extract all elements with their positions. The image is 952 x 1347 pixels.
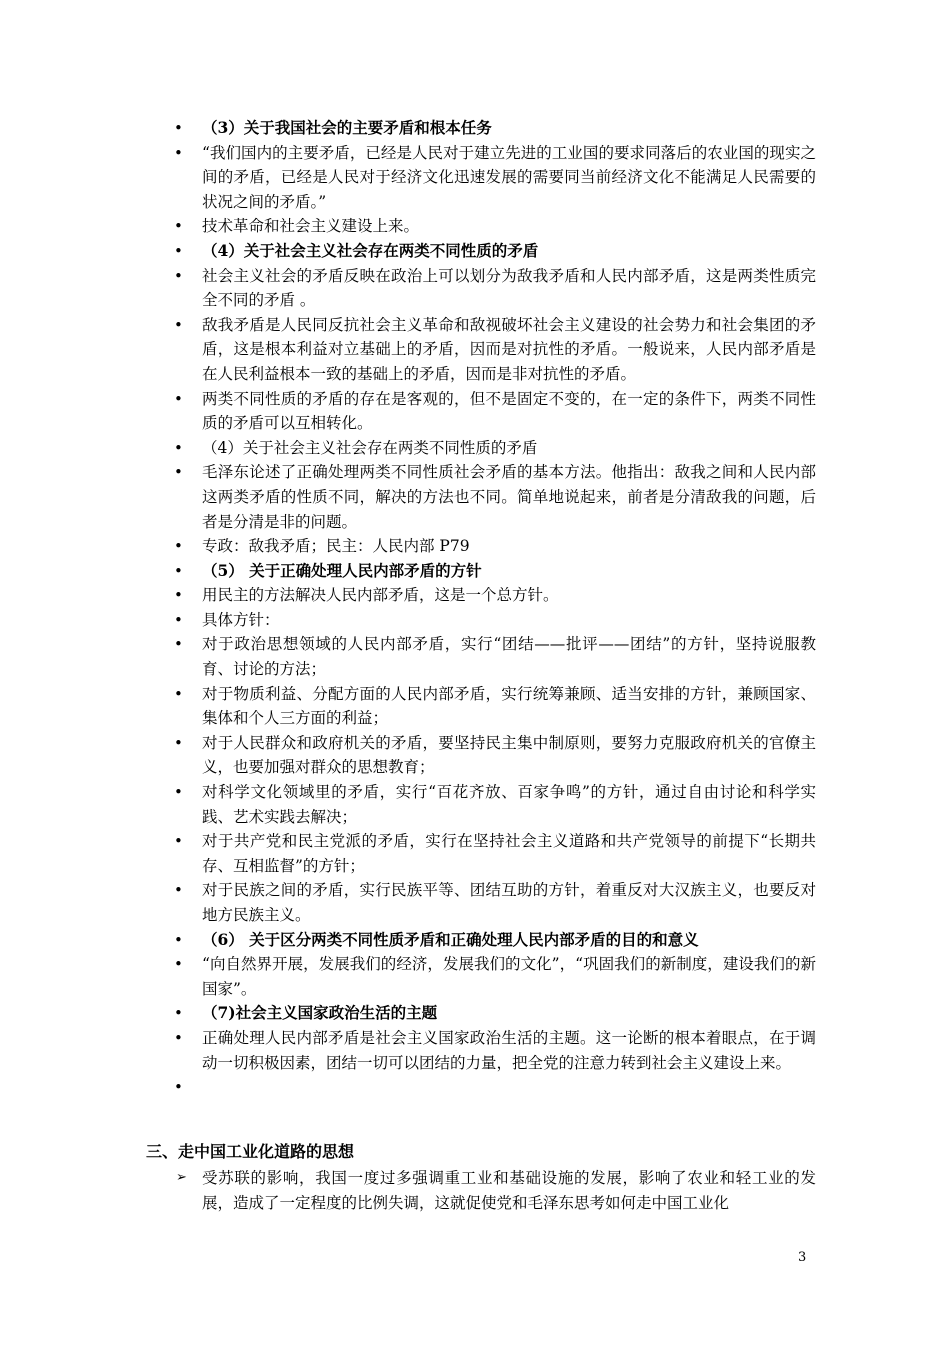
list-item: [168, 1075, 816, 1100]
bullet-dot-icon: •: [174, 1078, 183, 1097]
list-item-text: “向自然界开展，发展我们的经济，发展我们的文化”，“巩固我们的新制度，建设我们的新国家”。: [202, 955, 816, 998]
bullet-dot-icon: •: [174, 1028, 183, 1047]
list-item: [168, 632, 816, 681]
list-item-text: 具体方针：: [202, 610, 280, 629]
list-item: [168, 264, 816, 313]
list-item: [168, 1001, 816, 1026]
list-item-text: 对于人民群众和政府机关的矛盾，要坚持民主集中制原则，要努力克服政府机关的官僚主义，也要加强对群众的思想教育；: [202, 733, 816, 777]
arrow-list-item: [176, 1166, 816, 1215]
list-item-text: “我们国内的主要矛盾，已经是人民对于建立先进的工业国的要求同落后的农业国的现实之间的矛盾，已经是人民对于经济文化迅速发展的需要同当前经济文化不能满足人民需要的状况之间的矛盾。”: [202, 143, 816, 211]
list-item: [168, 534, 816, 559]
list-item: [168, 829, 816, 878]
list-item: [168, 460, 816, 534]
list-item: [168, 928, 816, 953]
list-item: [168, 116, 816, 141]
list-item: [168, 387, 816, 436]
list-item-text: 社会主义社会的矛盾反映在政治上可以划分为敌我矛盾和人民内部矛盾，这是两类性质完全不同的矛盾 。: [202, 266, 816, 310]
bullet-dot-icon: •: [174, 389, 183, 408]
list-item-text: 对于政治思想领域的人民内部矛盾，实行“团结——批评——团结”的方针，坚持说服教育、讨论的方法；: [202, 635, 816, 679]
list-item: [168, 436, 816, 461]
list-item-text: 对于共产党和民主党派的矛盾，实行在坚持社会主义道路和共产党领导的前提下“长期共存、互相监督”的方针；: [202, 832, 816, 875]
list-item: [168, 239, 816, 264]
bullet-dot-icon: •: [174, 783, 183, 802]
list-item: [168, 780, 816, 829]
bullet-dot-icon: •: [174, 733, 183, 752]
list-item: [168, 559, 816, 584]
list-item-text: 两类不同性质的矛盾的存在是客观的，但不是固定不变的，在一定的条件下，两类不同性质的矛盾可以互相转化。: [202, 389, 816, 433]
list-item-text: 用民主的方法解决人民内部矛盾，这是一个总方针。: [202, 586, 559, 605]
arrow-bullet-icon: ➢: [176, 1170, 187, 1185]
list-item: [168, 313, 816, 387]
bullet-dot-icon: •: [174, 684, 183, 703]
list-item-text: 对于民族之间的矛盾，实行民族平等、团结互助的方针，着重反对大汉族主义，也要反对地方民族主义。: [202, 881, 816, 924]
list-item: [168, 583, 816, 608]
bullet-dot-icon: •: [174, 143, 183, 162]
bullet-dot-icon: •: [174, 930, 183, 949]
bullet-dot-icon: •: [174, 266, 183, 285]
bullet-dot-icon: •: [174, 610, 183, 629]
list-item-text: （6） 关于区分两类不同性质矛盾和正确处理人民内部矛盾的目的和意义: [202, 929, 699, 949]
bullet-dot-icon: •: [174, 586, 183, 605]
bullet-dot-icon: •: [174, 881, 183, 900]
list-item: [168, 731, 816, 780]
bullet-dot-icon: •: [174, 1004, 183, 1023]
list-item-text: 对科学文化领域里的矛盾，实行“百花齐放、百家争鸣”的方针，通过自由讨论和科学实践、艺术实践去解决；: [202, 783, 816, 826]
list-item: [168, 952, 816, 1001]
list-item: [168, 214, 816, 239]
list-item-text: 技术革命和社会主义建设上来。: [202, 217, 420, 236]
list-item-text: 专政：敌我矛盾；民主：人民内部 P79: [202, 537, 470, 556]
bullet-dot-icon: •: [174, 561, 183, 580]
section-heading: 三、走中国工业化道路的思想: [146, 1142, 355, 1161]
list-item-text: 毛泽东论述了正确处理两类不同性质社会矛盾的基本方法。他指出：敌我之间和人民内部这两类矛盾的性质不同，解决的方法也不同。简单地说起来，前者是分清敌我的问题，后者是分清是非的问题。: [202, 463, 816, 531]
list-item: [168, 608, 816, 633]
list-item-text: （4）关于社会主义社会存在两类不同性质的矛盾: [202, 438, 538, 457]
list-item-text: 对于物质利益、分配方面的人民内部矛盾，实行统筹兼顾、适当安排的方针，兼顾国家、集体和个人三方面的利益；: [202, 684, 816, 728]
bullet-dot-icon: •: [174, 832, 183, 851]
list-item-text: （5） 关于正确处理人民内部矛盾的方针: [202, 560, 482, 580]
list-item: [168, 1026, 816, 1075]
list-item: [168, 141, 816, 215]
bullet-dot-icon: •: [174, 241, 183, 260]
list-item: [168, 878, 816, 927]
bullet-list: [168, 116, 816, 1100]
bullet-dot-icon: •: [174, 315, 183, 334]
bullet-dot-icon: •: [174, 438, 183, 457]
bullet-dot-icon: •: [174, 955, 183, 974]
page-number: 3: [798, 1250, 807, 1265]
list-item: [168, 682, 816, 731]
bullet-dot-icon: •: [174, 463, 183, 482]
list-item-text: 敌我矛盾是人民同反抗社会主义革命和敌视破坏社会主义建设的社会势力和社会集团的矛盾，这是根本利益对立基础上的矛盾，因而是对抗性的矛盾。一般说来，人民内部矛盾是在人民利益根本一致的基础上的矛盾，因而是非对抗性的矛盾。: [202, 315, 816, 383]
list-item-text: 正确处理人民内部矛盾是社会主义国家政治生活的主题。这一论断的根本着眼点，在于调动一切积极因素，团结一切可以团结的力量，把全党的注意力转到社会主义建设上来。: [202, 1028, 816, 1072]
list-item-text: （3）关于我国社会的主要矛盾和根本任务: [202, 118, 492, 137]
bullet-dot-icon: •: [174, 217, 183, 236]
list-item-text: （7)社会主义国家政治生活的主题: [202, 1003, 438, 1023]
list-item-text: （4）关于社会主义社会存在两类不同性质的矛盾: [202, 240, 539, 260]
bullet-dot-icon: •: [174, 537, 183, 556]
bullet-dot-icon: •: [174, 635, 183, 654]
arrow-item-text: 受苏联的影响，我国一度过多强调重工业和基础设施的发展，影响了农业和轻工业的发展，造成了一定程度的比例失调，这就促使党和毛泽东思考如何走中国工业化: [202, 1169, 816, 1212]
bullet-dot-icon: •: [174, 119, 183, 137]
